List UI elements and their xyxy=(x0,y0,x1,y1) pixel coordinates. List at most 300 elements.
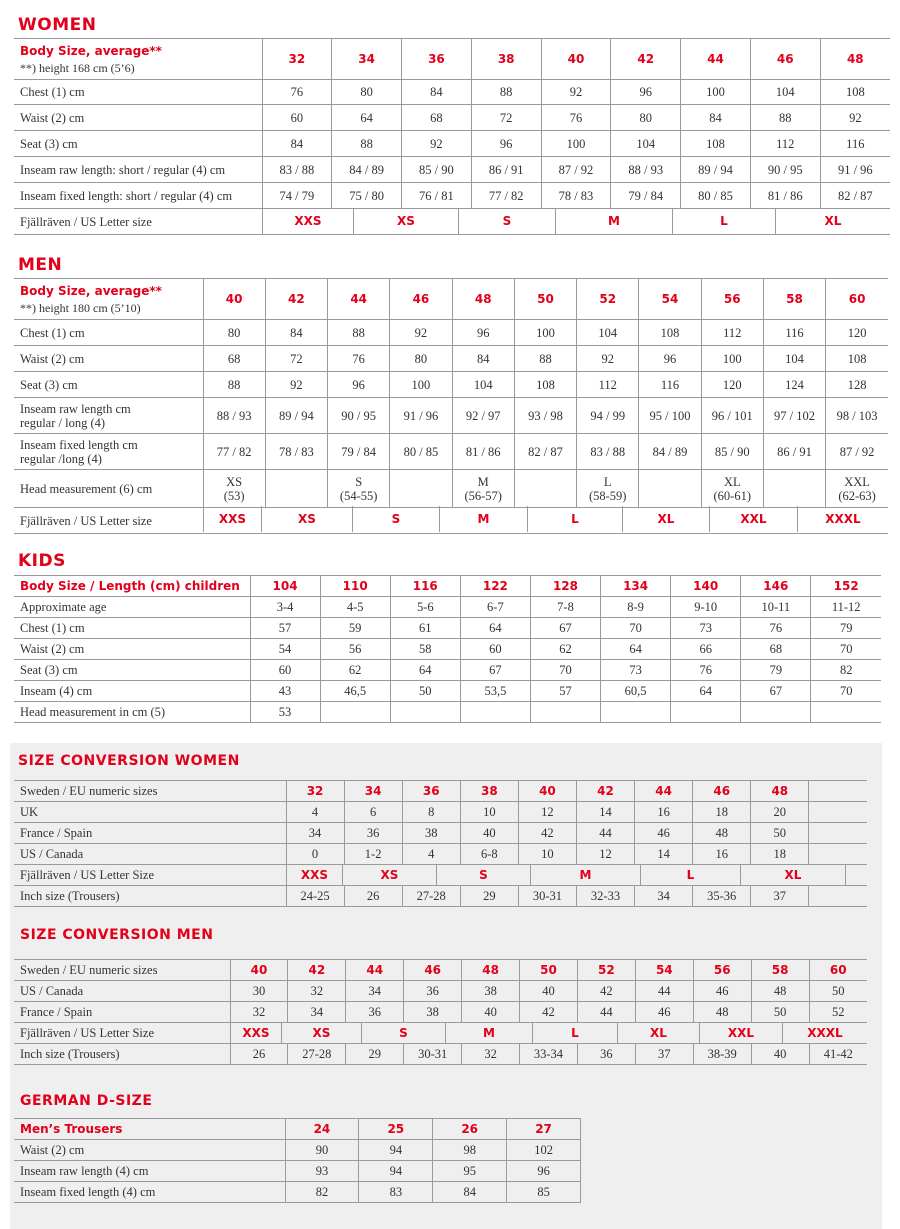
men-size-header: 56 xyxy=(701,279,763,320)
table-cell xyxy=(809,886,867,907)
table-cell: 59 xyxy=(320,618,390,639)
table-cell: 30 xyxy=(230,981,288,1002)
table-cell: 98 xyxy=(433,1140,507,1161)
table-cell: 80 xyxy=(332,80,402,105)
row-label: Inseam fixed length: short / regular (4) cm xyxy=(14,183,262,209)
men-size-header: 48 xyxy=(452,279,514,320)
table-cell: 34 xyxy=(286,823,344,844)
table-row xyxy=(14,320,888,346)
table-cell: 0 xyxy=(286,844,344,865)
table-cell: 38-39 xyxy=(693,1044,751,1065)
row-label: Approximate age xyxy=(14,597,250,618)
table-cell: 20 xyxy=(751,802,809,823)
table-cell: 88 / 93 xyxy=(611,157,681,183)
table-cell: 48 xyxy=(693,823,751,844)
table-cell: 80 xyxy=(390,346,452,372)
table-cell: 64 xyxy=(332,105,402,131)
letter-size: XS xyxy=(261,506,352,532)
letter-size: XXS xyxy=(203,506,261,532)
size-header: 25 xyxy=(359,1119,433,1140)
table-cell: 90 / 95 xyxy=(750,157,820,183)
table-row xyxy=(14,597,881,618)
table-cell: 82 xyxy=(811,660,881,681)
conv-women-letter-sizes xyxy=(286,864,846,885)
head-cell xyxy=(328,470,390,508)
table-cell: 5-6 xyxy=(390,597,460,618)
table-cell: 27-28 xyxy=(402,886,460,907)
table-cell: 96 xyxy=(639,346,701,372)
table-row xyxy=(14,981,867,1002)
women-size-table xyxy=(14,38,890,235)
size-header: 50 xyxy=(520,960,578,981)
table-cell: 76 xyxy=(262,80,332,105)
size-header: 34 xyxy=(344,781,402,802)
table-cell: 42 xyxy=(520,1002,578,1023)
table-cell: 96 xyxy=(507,1161,581,1182)
table-cell: 44 xyxy=(635,981,693,1002)
table-cell: 46,5 xyxy=(320,681,390,702)
table-cell: 116 xyxy=(639,372,701,398)
letter-size: M xyxy=(555,208,672,234)
kids-size-header: 140 xyxy=(671,576,741,597)
table-cell: 7-8 xyxy=(530,597,600,618)
letter-size: XS xyxy=(353,208,458,234)
size-header: 54 xyxy=(635,960,693,981)
table-cell: 94 xyxy=(359,1161,433,1182)
row-label-line: regular /long (4) xyxy=(20,451,102,466)
table-cell: 84 xyxy=(262,131,332,157)
row-label-line: Inseam raw length cm xyxy=(20,401,131,416)
table-cell: 64 xyxy=(390,660,460,681)
table-cell xyxy=(809,844,867,865)
table-cell: 36 xyxy=(404,981,462,1002)
table-cell: 84 / 89 xyxy=(639,434,701,470)
table-cell: 36 xyxy=(577,1044,635,1065)
german-header-row xyxy=(14,1119,581,1140)
row-label: Chest (1) cm xyxy=(14,320,203,346)
table-cell: 73 xyxy=(671,618,741,639)
table-cell: 108 xyxy=(826,346,888,372)
row-label xyxy=(14,434,203,470)
table-cell: 64 xyxy=(671,681,741,702)
table-cell: 76 xyxy=(741,618,811,639)
row-label: Chest (1) cm xyxy=(14,80,262,105)
kids-section-title: KIDS xyxy=(18,551,66,571)
table-cell: 67 xyxy=(530,618,600,639)
table-cell: 74 / 79 xyxy=(262,183,332,209)
row-label: Head measurement (6) cm xyxy=(14,470,203,508)
size-header: 26 xyxy=(433,1119,507,1140)
kids-size-header: 104 xyxy=(250,576,320,597)
table-cell: 60 xyxy=(262,105,332,131)
table-cell: 89 / 94 xyxy=(681,157,751,183)
kids-header-row xyxy=(14,576,881,597)
row-label: Seat (3) cm xyxy=(14,372,203,398)
table-cell: 96 xyxy=(611,80,681,105)
table-row xyxy=(14,1161,581,1182)
size-header: 40 xyxy=(518,781,576,802)
table-cell xyxy=(601,702,671,723)
table-cell: 56 xyxy=(320,639,390,660)
table-cell: 40 xyxy=(520,981,578,1002)
table-cell: 70 xyxy=(811,639,881,660)
table-cell: 40 xyxy=(751,1044,809,1065)
men-size-header: 58 xyxy=(763,279,825,320)
women-size-header: 32 xyxy=(262,39,332,80)
table-cell: 48 xyxy=(693,1002,751,1023)
table-cell: 100 xyxy=(390,372,452,398)
women-section-title: WOMEN xyxy=(18,15,97,35)
size-header: 42 xyxy=(576,781,634,802)
table-row xyxy=(14,157,890,183)
size-header: 46 xyxy=(693,781,751,802)
table-cell: 11-12 xyxy=(811,597,881,618)
head-size: S xyxy=(355,474,363,489)
conv-men-section-title: SIZE CONVERSION MEN xyxy=(20,927,214,943)
table-cell: 38 xyxy=(402,823,460,844)
table-cell: 61 xyxy=(390,618,460,639)
table-cell: 60,5 xyxy=(601,681,671,702)
table-row xyxy=(14,639,881,660)
table-cell: 41-42 xyxy=(809,1044,867,1065)
table-row xyxy=(14,681,881,702)
table-row xyxy=(14,802,867,823)
table-cell: 12 xyxy=(518,802,576,823)
size-header: 48 xyxy=(462,960,520,981)
table-cell: 104 xyxy=(577,320,639,346)
men-size-header: 42 xyxy=(265,279,327,320)
table-cell: 68 xyxy=(741,639,811,660)
table-row xyxy=(14,1044,867,1065)
table-cell: 34 xyxy=(288,1002,346,1023)
row-label: Waist (2) cm xyxy=(14,105,262,131)
men-header-row xyxy=(14,279,888,320)
table-cell: 86 / 91 xyxy=(763,434,825,470)
head-size: XL xyxy=(723,474,741,489)
table-cell: 76 xyxy=(328,346,390,372)
head-cell xyxy=(203,470,265,508)
table-cell: 116 xyxy=(763,320,825,346)
table-cell: 18 xyxy=(693,802,751,823)
table-cell: 10 xyxy=(518,844,576,865)
table-cell: 93 / 98 xyxy=(514,398,576,434)
row-label: Inseam fixed length (4) cm xyxy=(14,1182,285,1203)
table-cell: 85 / 90 xyxy=(402,157,472,183)
row-label: France / Spain xyxy=(14,1002,230,1023)
table-cell: 104 xyxy=(452,372,514,398)
table-cell: 29 xyxy=(460,886,518,907)
table-row xyxy=(14,660,881,681)
size-header: 32 xyxy=(286,781,344,802)
table-cell: 8 xyxy=(402,802,460,823)
table-cell: 112 xyxy=(750,131,820,157)
row-label: Inseam raw length (4) cm xyxy=(14,1161,285,1182)
table-cell: 82 / 87 xyxy=(820,183,890,209)
size-header: 42 xyxy=(288,960,346,981)
table-row xyxy=(14,886,867,907)
table-cell: 88 xyxy=(332,131,402,157)
table-row xyxy=(14,844,867,865)
table-cell: 32-33 xyxy=(576,886,634,907)
table-cell: 78 / 83 xyxy=(541,183,611,209)
row-label: Waist (2) cm xyxy=(14,346,203,372)
letter-size: S xyxy=(352,506,439,532)
women-body-size-cell xyxy=(14,39,262,80)
table-cell xyxy=(460,702,530,723)
row-label: Fjällräven / US Letter size xyxy=(14,508,203,534)
row-label xyxy=(14,398,203,434)
letter-size: XXL xyxy=(709,506,797,532)
size-header: 27 xyxy=(507,1119,581,1140)
women-size-header: 40 xyxy=(541,39,611,80)
table-cell: 46 xyxy=(635,823,693,844)
letter-size: XXL xyxy=(699,1022,782,1043)
size-header: 60 xyxy=(809,960,867,981)
table-cell: 42 xyxy=(577,981,635,1002)
table-cell: 96 xyxy=(328,372,390,398)
head-range: (56-57) xyxy=(464,488,502,503)
size-header: 58 xyxy=(751,960,809,981)
table-cell: 72 xyxy=(265,346,327,372)
women-size-header: 38 xyxy=(471,39,541,80)
table-cell: 66 xyxy=(671,639,741,660)
table-cell: 46 xyxy=(693,981,751,1002)
kids-size-header: 146 xyxy=(741,576,811,597)
head-range: (54-55) xyxy=(339,488,378,503)
conv-women-table xyxy=(14,780,867,907)
head-range: (53) xyxy=(223,488,245,503)
table-cell: 92 xyxy=(402,131,472,157)
table-cell: 30-31 xyxy=(404,1044,462,1065)
table-cell: 108 xyxy=(639,320,701,346)
table-cell: 60 xyxy=(250,660,320,681)
table-cell: 91 / 96 xyxy=(390,398,452,434)
table-cell: 81 / 86 xyxy=(452,434,514,470)
table-cell: 57 xyxy=(530,681,600,702)
table-cell: 34 xyxy=(346,981,404,1002)
table-cell: 84 xyxy=(402,80,472,105)
kids-size-header: 134 xyxy=(601,576,671,597)
table-cell: 124 xyxy=(763,372,825,398)
table-cell: 6-8 xyxy=(460,844,518,865)
table-cell: 79 / 84 xyxy=(328,434,390,470)
conv-men-table xyxy=(14,959,867,1065)
men-size-header: 52 xyxy=(577,279,639,320)
table-cell: 88 / 93 xyxy=(203,398,265,434)
head-cell xyxy=(452,470,514,508)
table-cell: 10 xyxy=(460,802,518,823)
table-cell: 104 xyxy=(750,80,820,105)
letter-size: XL xyxy=(740,864,846,885)
letter-size: XXS xyxy=(286,864,342,885)
conv-men-header-row xyxy=(14,960,867,981)
table-cell: 120 xyxy=(701,372,763,398)
head-size: XS xyxy=(226,474,243,489)
kids-header-label: Body Size / Length (cm) children xyxy=(14,576,250,597)
row-label: US / Canada xyxy=(14,981,230,1002)
table-cell: 50 xyxy=(390,681,460,702)
table-cell: 100 xyxy=(681,80,751,105)
letter-size: S xyxy=(361,1022,445,1043)
kids-size-table xyxy=(14,575,881,723)
table-cell: 48 xyxy=(751,981,809,1002)
table-cell: 36 xyxy=(346,1002,404,1023)
table-cell: 32 xyxy=(288,981,346,1002)
table-cell: 53 xyxy=(250,702,320,723)
table-cell: 32 xyxy=(230,1002,288,1023)
table-cell: 57 xyxy=(250,618,320,639)
kids-size-header: 122 xyxy=(460,576,530,597)
table-cell: 94 / 99 xyxy=(577,398,639,434)
table-cell: 92 xyxy=(265,372,327,398)
table-cell: 4-5 xyxy=(320,597,390,618)
table-cell: 37 xyxy=(635,1044,693,1065)
size-header xyxy=(809,781,867,802)
women-size-header: 36 xyxy=(402,39,472,80)
table-cell: 92 / 97 xyxy=(452,398,514,434)
row-label-line: regular / long (4) xyxy=(20,415,106,430)
table-cell: 92 xyxy=(390,320,452,346)
table-cell: 100 xyxy=(541,131,611,157)
table-row xyxy=(14,80,890,105)
letter-size: XL xyxy=(775,208,890,234)
table-cell: 62 xyxy=(530,639,600,660)
size-header: 48 xyxy=(751,781,809,802)
head-cell xyxy=(265,470,327,508)
table-cell: 77 / 82 xyxy=(471,183,541,209)
letter-size: XXXL xyxy=(782,1022,867,1043)
table-cell: 40 xyxy=(462,1002,520,1023)
row-label: Sweden / EU numeric sizes xyxy=(14,960,230,981)
size-header: 52 xyxy=(577,960,635,981)
table-cell: 79 / 84 xyxy=(611,183,681,209)
table-cell: 4 xyxy=(402,844,460,865)
table-cell: 100 xyxy=(701,346,763,372)
head-cell xyxy=(763,470,825,508)
men-section-title: MEN xyxy=(18,255,63,275)
table-cell: 84 / 89 xyxy=(332,157,402,183)
table-cell: 86 / 91 xyxy=(471,157,541,183)
row-label-line: Inseam fixed length cm xyxy=(20,437,138,452)
table-row xyxy=(14,1002,867,1023)
row-label: Inseam raw length: short / regular (4) cm xyxy=(14,157,262,183)
letter-size: XL xyxy=(617,1022,699,1043)
table-cell: 70 xyxy=(601,618,671,639)
table-cell: 88 xyxy=(203,372,265,398)
table-cell: 26 xyxy=(344,886,402,907)
table-cell: 58 xyxy=(390,639,460,660)
table-cell: 80 xyxy=(203,320,265,346)
table-cell: 78 / 83 xyxy=(265,434,327,470)
size-header: 38 xyxy=(460,781,518,802)
table-cell xyxy=(671,702,741,723)
table-cell: 82 / 87 xyxy=(514,434,576,470)
men-letter-sizes xyxy=(203,506,888,532)
table-cell: 80 / 85 xyxy=(681,183,751,209)
table-cell: 9-10 xyxy=(671,597,741,618)
men-size-header: 54 xyxy=(639,279,701,320)
table-cell: 43 xyxy=(250,681,320,702)
table-cell: 29 xyxy=(346,1044,404,1065)
table-cell: 92 xyxy=(820,105,890,131)
row-label: Inch size (Trousers) xyxy=(14,1044,230,1065)
letter-size: XXXL xyxy=(797,506,888,532)
table-cell: 84 xyxy=(681,105,751,131)
table-cell: 100 xyxy=(514,320,576,346)
letter-size: L xyxy=(672,208,775,234)
table-row xyxy=(14,823,867,844)
men-height-note: **) height 180 cm (5’10) xyxy=(20,300,141,315)
table-cell: 36 xyxy=(344,823,402,844)
men-size-header: 44 xyxy=(328,279,390,320)
table-row xyxy=(14,183,890,209)
head-size: L xyxy=(603,474,612,489)
letter-size: XS xyxy=(342,864,436,885)
table-cell: 38 xyxy=(462,981,520,1002)
table-cell: 3-4 xyxy=(250,597,320,618)
table-cell: 98 / 103 xyxy=(826,398,888,434)
table-cell: 82 xyxy=(285,1182,359,1203)
row-label: US / Canada xyxy=(14,844,286,865)
letter-size: S xyxy=(436,864,530,885)
table-row xyxy=(14,372,888,398)
table-row xyxy=(14,105,890,131)
table-cell: 73 xyxy=(601,660,671,681)
table-cell: 34 xyxy=(635,886,693,907)
head-size: M xyxy=(477,474,489,489)
table-cell: 90 / 95 xyxy=(328,398,390,434)
letter-size: XXS xyxy=(230,1022,281,1043)
table-cell: 44 xyxy=(576,823,634,844)
size-header: 46 xyxy=(404,960,462,981)
row-label: Sweden / EU numeric sizes xyxy=(14,781,286,802)
head-cell xyxy=(577,470,639,508)
table-cell: 68 xyxy=(203,346,265,372)
table-cell: 112 xyxy=(577,372,639,398)
kids-size-header: 152 xyxy=(811,576,881,597)
table-cell: 37 xyxy=(751,886,809,907)
table-cell: 79 xyxy=(741,660,811,681)
letter-size: XL xyxy=(622,506,709,532)
table-row xyxy=(14,702,881,723)
german-header-label: Men’s Trousers xyxy=(14,1119,285,1140)
table-cell: 60 xyxy=(460,639,530,660)
head-cell xyxy=(701,470,763,508)
table-cell: 128 xyxy=(826,372,888,398)
german-section-title: GERMAN D-SIZE xyxy=(20,1093,153,1109)
table-cell xyxy=(530,702,600,723)
table-cell: 96 xyxy=(452,320,514,346)
table-cell: 89 / 94 xyxy=(265,398,327,434)
table-cell: 53,5 xyxy=(460,681,530,702)
women-size-header: 44 xyxy=(681,39,751,80)
table-cell: 70 xyxy=(530,660,600,681)
table-cell: 94 xyxy=(359,1140,433,1161)
table-cell: 33-34 xyxy=(520,1044,578,1065)
head-range: (60-61) xyxy=(713,488,751,503)
table-cell: 88 xyxy=(328,320,390,346)
table-cell xyxy=(809,823,867,844)
table-cell xyxy=(809,802,867,823)
row-label: Seat (3) cm xyxy=(14,131,262,157)
table-cell: 83 / 88 xyxy=(262,157,332,183)
table-cell: 80 xyxy=(611,105,681,131)
table-cell: 87 / 92 xyxy=(541,157,611,183)
table-cell: 92 xyxy=(541,80,611,105)
table-cell: 116 xyxy=(820,131,890,157)
row-label: France / Spain xyxy=(14,823,286,844)
size-header: 24 xyxy=(285,1119,359,1140)
